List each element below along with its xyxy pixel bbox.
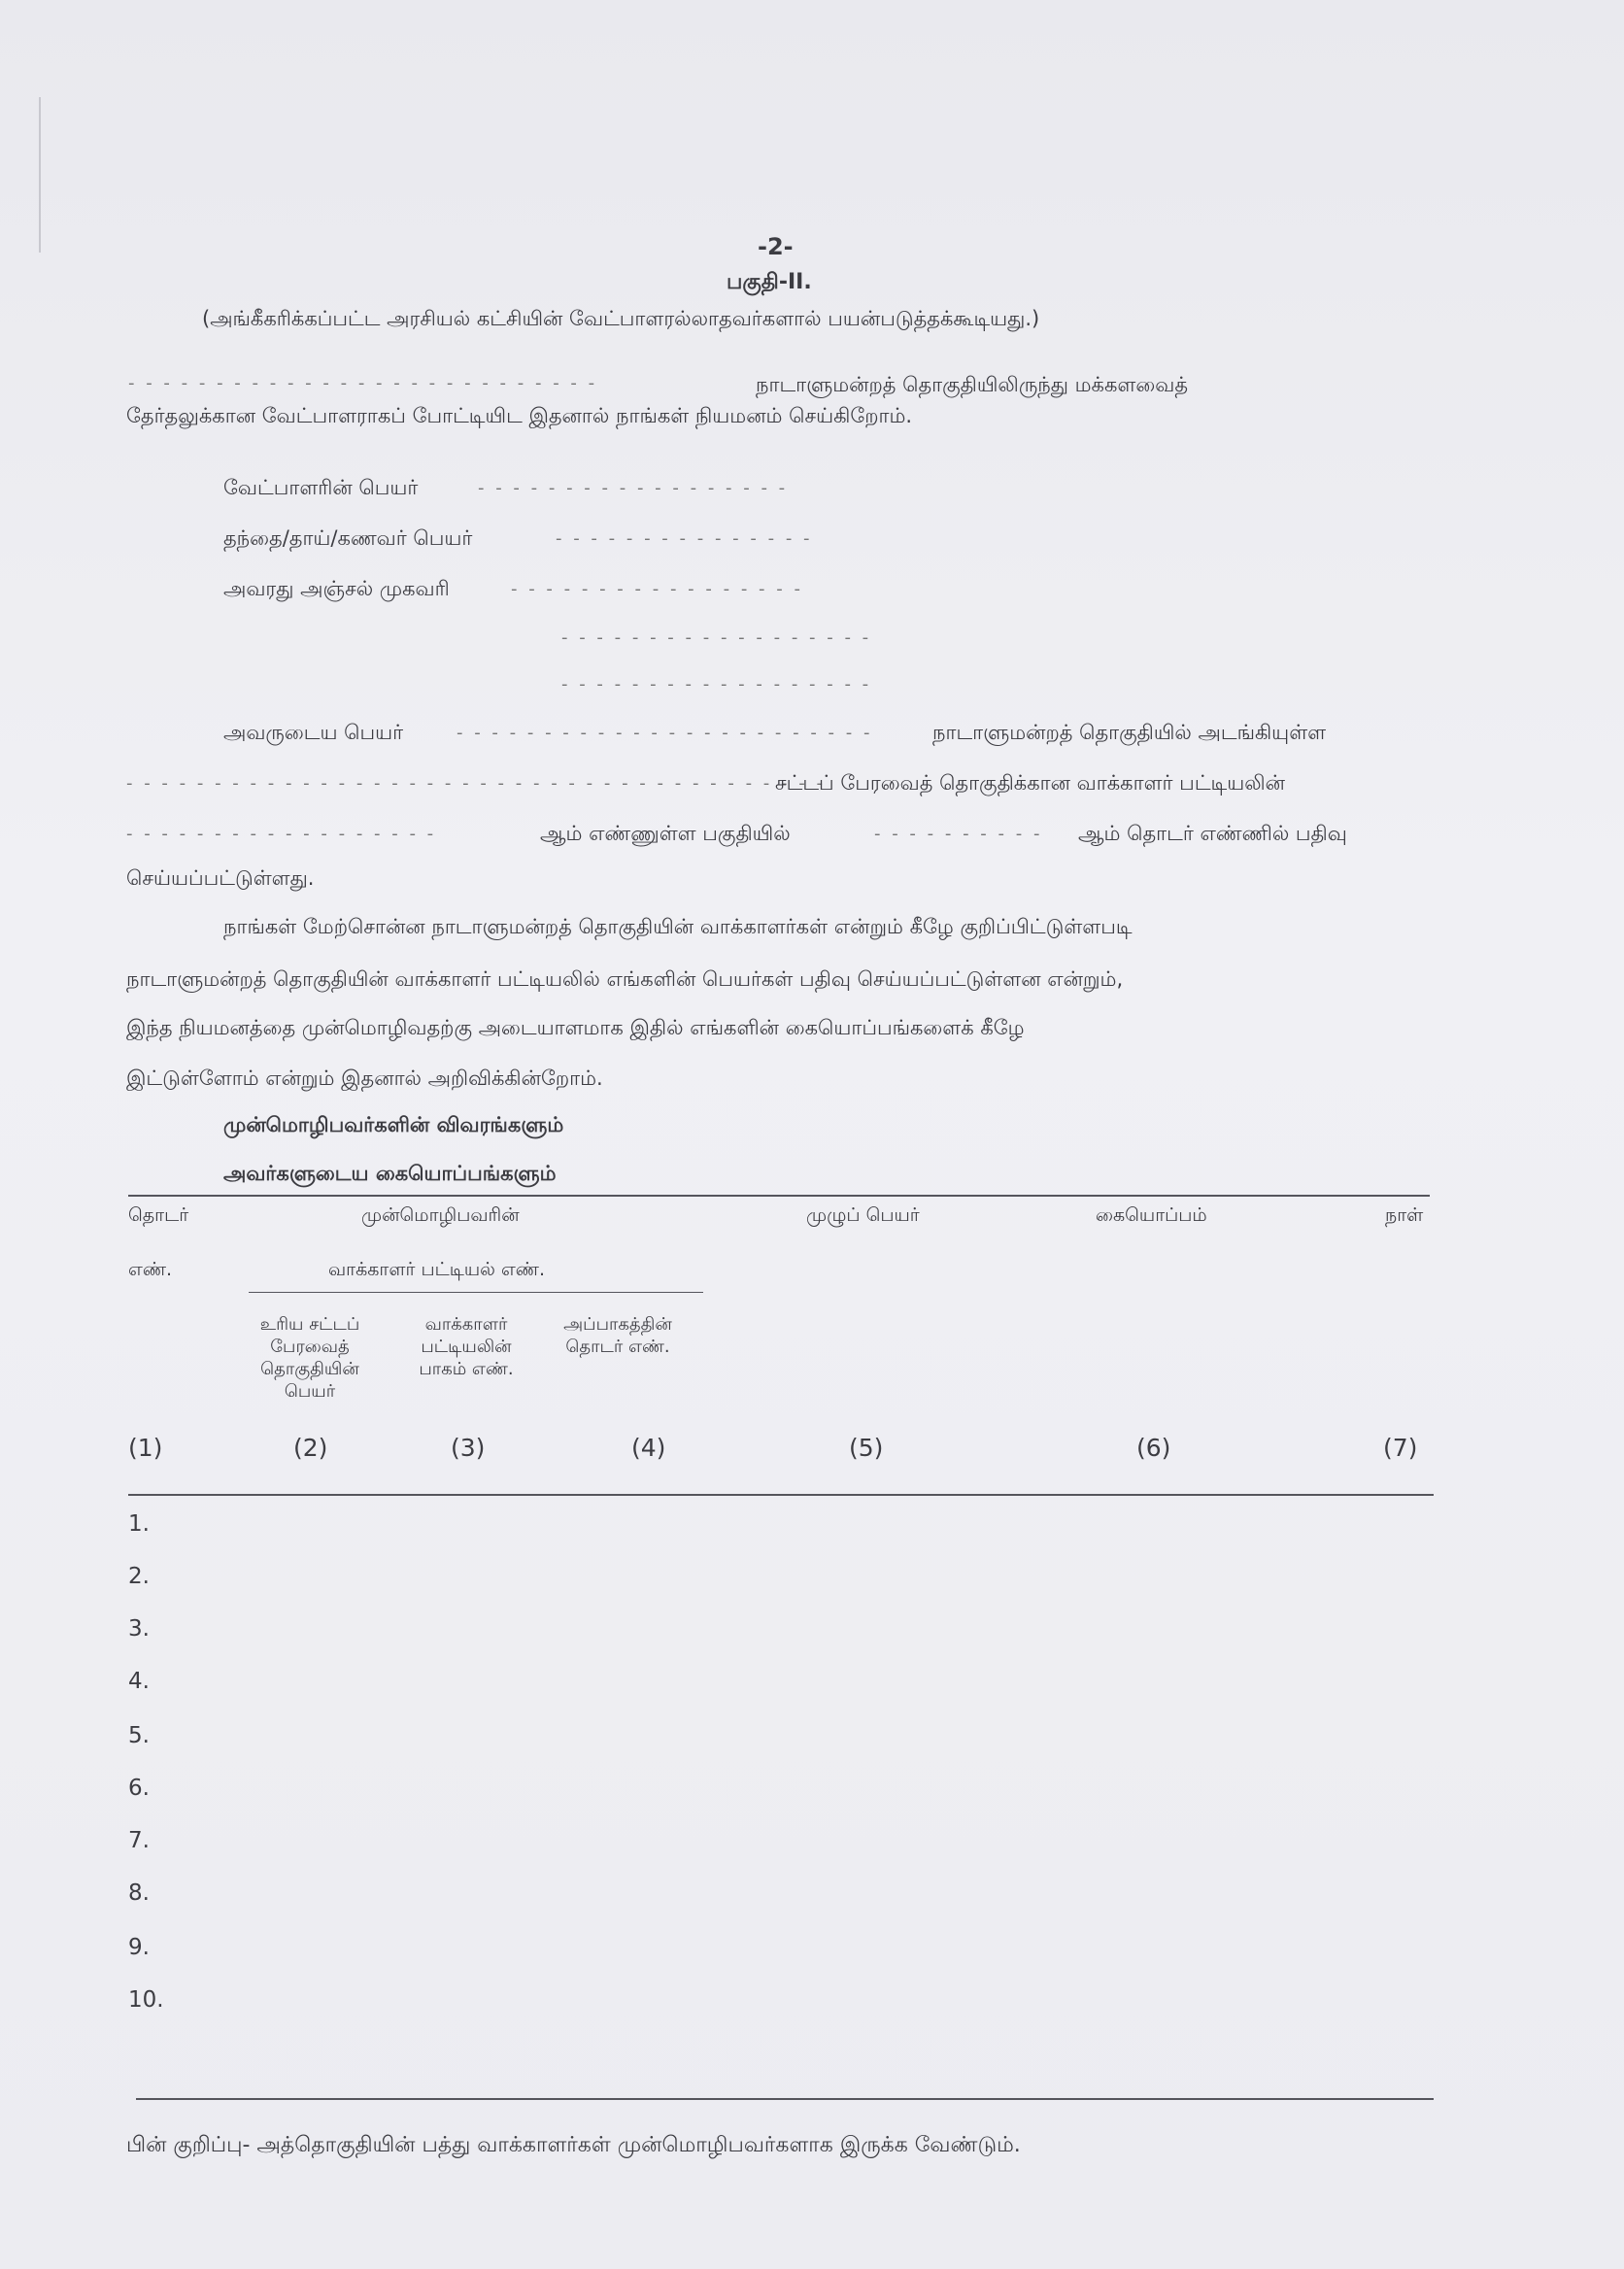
subheader-roll-part: வாக்காளர் பட்டியலின் பாகம் எண். <box>419 1314 514 1379</box>
table-row: 9. <box>128 1935 150 1960</box>
assembly-roll-text: சட்டப் பேரவைத் தொகுதிக்கான வாக்காளர் பட்டியலின் <box>775 771 1285 795</box>
subheader-serial: அப்பாகத்தின் தொடர் எண். <box>563 1314 672 1357</box>
table-row: 4. <box>128 1669 150 1694</box>
header-date: நாள் <box>1385 1204 1424 1226</box>
table-row: 8. <box>128 1880 150 1906</box>
candidate-name-blank[interactable]: - - - - - - - - - - - - - - - - - - <box>478 478 789 498</box>
header-roll-no: வாக்காளர் பட்டியல் எண். <box>328 1259 545 1280</box>
serial-no-blank[interactable]: - - - - - - - - - - <box>874 824 1043 844</box>
header-proposer: முன்மொழிபவரின் <box>361 1204 520 1226</box>
intro-line2: தேர்தலுக்கான வேட்பாளராகப் போட்டியிட இதனால் நாங்கள் நியமனம் செய்கிறோம். <box>126 404 913 427</box>
table-row: 10. <box>128 1987 164 2013</box>
subheader-constituency: உரிய சட்டப் பேரவைத் தொகுதியின் பெயர் <box>259 1314 360 1402</box>
parent-name-blank[interactable]: - - - - - - - - - - - - - - - <box>556 528 813 549</box>
table-top-rule <box>128 1195 1430 1197</box>
table-bottom-rule <box>136 2098 1434 2100</box>
table-header-rule <box>128 1494 1434 1496</box>
column-number-3: (3) <box>451 1434 486 1462</box>
postal-address-blank[interactable]: - - - - - - - - - - - - - - - - - <box>511 579 803 599</box>
subtitle: (அங்கீகரிக்கப்பட்ட அரசியல் கட்சியின் வேட்பாளரல்லாதவர்களால் பயன்படுத்தக்கூடியது.) <box>202 307 1040 330</box>
declaration-line3: இந்த நியமனத்தை முன்மொழிவதற்கு அடையாளமாக இதில் எங்களின் கையொப்பங்களைக் கீழே <box>126 1016 1025 1039</box>
column-number-5: (5) <box>849 1434 884 1462</box>
column-number-4: (4) <box>631 1434 666 1462</box>
table-row: 5. <box>128 1723 150 1748</box>
header-serial-no: எண். <box>128 1259 173 1280</box>
part-no-blank[interactable]: - - - - - - - - - - - - - - - - - - <box>126 824 437 844</box>
assembly-blank[interactable]: - - - - - - - - - - - - - - - - - - - - - - - - - - - - - - - - - - - - - - - - <box>126 773 826 794</box>
table-row: 7. <box>128 1828 150 1853</box>
declaration-line4: இட்டுள்ளோம் என்றும் இதனால் அறிவிக்கின்றோம். <box>126 1067 603 1090</box>
serial-no-text: ஆம் தொடர் எண்ணில் பதிவு <box>1078 822 1347 845</box>
table-row: 6. <box>128 1776 150 1801</box>
header-full-name: முழுப் பெயர் <box>806 1204 920 1226</box>
table-row: 3. <box>128 1616 150 1642</box>
constituency-included-text: நாடாளுமன்றத் தொகுதியில் அடங்கியுள்ள <box>932 721 1327 744</box>
table-row: 1. <box>128 1511 150 1537</box>
column-number-1: (1) <box>128 1434 163 1462</box>
header-signature: கையொப்பம் <box>1096 1204 1207 1226</box>
declaration-line2: நாடாளுமன்றத் தொகுதியின் வாக்காளர் பட்டியலில் எங்களின் பெயர்கள் பதிவு செய்யப்பட்டுள்ளன என்றும், <box>126 967 1124 991</box>
declaration-line1: நாங்கள் மேற்சொன்ன நாடாளுமன்றத் தொகுதியின் வாக்காளர்கள் என்றும் கீழே குறிப்பிட்டுள்ளபடி <box>223 915 1133 938</box>
proposers-heading-2: அவர்களுடைய கையொப்பங்களும் <box>223 1162 557 1185</box>
scan-edge-line <box>39 97 41 253</box>
table-row: 2. <box>128 1564 150 1589</box>
page-number: -2- <box>758 233 794 260</box>
proposers-heading-1: முன்மொழிபவர்களின் விவரங்களும் <box>223 1113 564 1136</box>
column-number-7: (7) <box>1383 1434 1418 1462</box>
their-name-blank[interactable]: - - - - - - - - - - - - - - - - - - - - - - - - <box>457 723 873 743</box>
part-no-text: ஆம் எண்ணுள்ள பகுதியில் <box>540 822 791 845</box>
postal-address-label: அவரது அஞ்சல் முகவரி <box>223 577 450 600</box>
constituency-blank: - - - - - - - - - - - - - - - - - - - - - - - - - - - <box>128 373 598 393</box>
column-number-6: (6) <box>1136 1434 1171 1462</box>
part-title: பகுதி-II. <box>727 270 812 294</box>
registered-text: செய்யப்பட்டுள்ளது. <box>126 866 315 890</box>
address-blank-2[interactable]: - - - - - - - - - - - - - - - - - - <box>561 627 872 648</box>
their-name-label: அவருடைய பெயர் <box>223 721 404 744</box>
address-blank-3[interactable]: - - - - - - - - - - - - - - - - - - <box>561 674 872 694</box>
candidate-name-label: வேட்பாளரின் பெயர் <box>223 476 419 499</box>
intro-line1: நாடாளுமன்றத் தொகுதியிலிருந்து மக்களவைத் <box>756 373 1188 396</box>
footnote: பின் குறிப்பு- அத்தொகுதியின் பத்து வாக்காளர்கள் முன்மொழிபவர்களாக இருக்க வேண்டும். <box>126 2133 1021 2157</box>
header-serial: தொடர் <box>128 1204 189 1226</box>
column-number-2: (2) <box>293 1434 328 1462</box>
parent-name-label: தந்தை/தாய்/கணவர் பெயர் <box>223 526 473 550</box>
roll-no-underline <box>249 1292 703 1293</box>
